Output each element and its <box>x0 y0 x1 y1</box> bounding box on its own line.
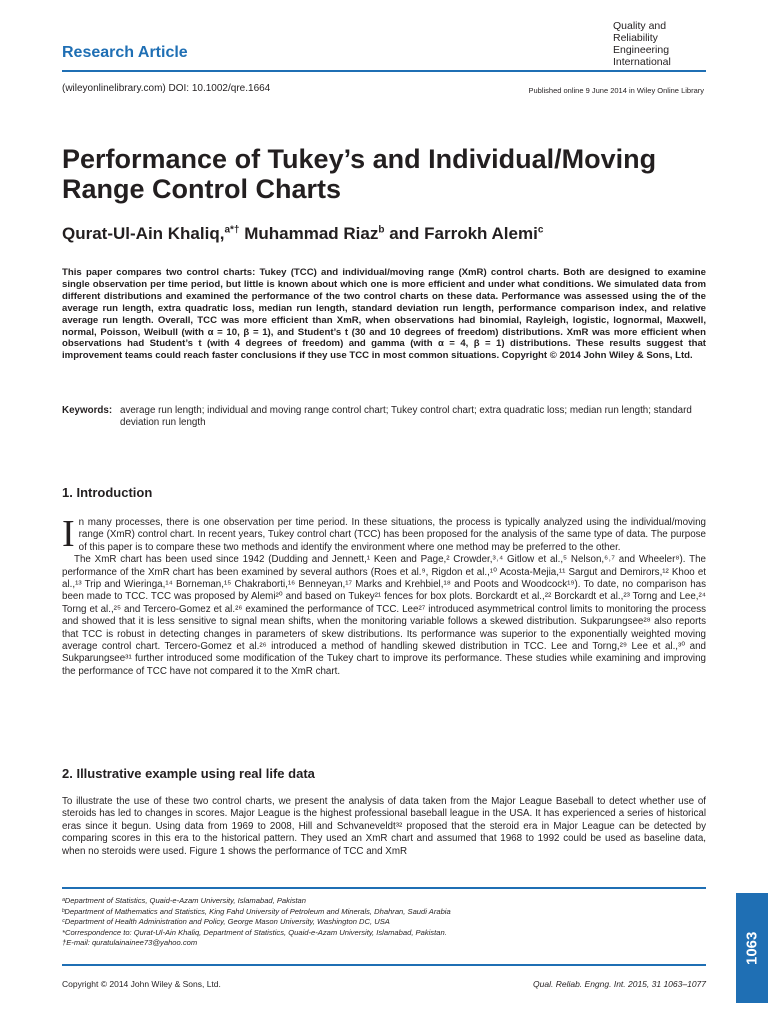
journal-name-line: Quality and <box>613 20 667 32</box>
paragraph <box>62 513 706 555</box>
footnotes <box>62 896 706 949</box>
doi-link[interactable]: (wileyonlinelibrary.com) DOI: 10.1002/qre.1664 <box>62 83 271 94</box>
author-affiliation: a*† <box>224 224 240 236</box>
page-number: 1063 <box>743 931 761 965</box>
journal-name <box>613 20 671 68</box>
section-heading-example: 2. Illustrative example using real life data <box>62 766 315 781</box>
introduction-body <box>62 513 706 678</box>
article-title: Performance of Tukey’s and Individual/Moving Range Control Charts <box>62 144 657 204</box>
paragraph: The XmR chart has been used since 1942 (Dudding and Jennett,¹ Keen and Page,² Crowder,³˒⁴ Gitlow et al.,⁵ Nelson,⁶˒⁷ and Wheeler⁸). The performance of the XmR chart has been examined by several authors (Roes et al.⁹, Rigdon et al.,¹⁰ Acosta-Mejia,¹¹ Sargut and Demirors,¹² Khoo et al.,¹³ Trip and Wieringa,¹⁴ Borneman,¹⁵ Chakraborti,¹⁶ Benneyan,¹⁷ Marks and Krehbiel,¹⁸ and Poots and Woodcock¹⁹). To date, no comparison has been made to TCC. TCC was proposed by Alemi²⁰ and based on Tukey²¹ fences for box plots. Borckardt et al.,²² Borckardt et al.,²³ Torng and Lee,²⁴ Torng et al.,²⁵ and Tercero-Gomez et al.²⁶ examined the performance of TCC. Lee²⁷ introduced asymmetrical control limits to monitoring the process and showed that it is less sensitive to signal mean shifts, when the monitoring variable follows a skewed distribution. Sukparungsee²⁸ also reports that TCC is robust in detecting changes in parameters of skew distributions. Its performance was superior to the exponentially weighted moving average control chart. Tercero-Gomez et al.²⁶ introduced a method of handling skewed distribution in TCC. Lee and Torng,²⁹ Lee et al.,³⁰ and Sukparungsee³¹ further introduced some modification of the Tukey chart to improve its performance. These studies while examining and improving the performance of TCC have not compared it to the XmR chart. <box>62 554 706 677</box>
keywords-text: average run length; individual and moving range control chart; Tukey control chart; extra quadratic loss; median run length; standard deviation run length <box>120 405 692 428</box>
journal-name-line: Reliability <box>613 32 658 44</box>
drop-cap: I <box>62 513 75 555</box>
keywords <box>62 405 706 429</box>
footnote: ᶜDepartment of Health Administration and Policy, George Mason University, Washington DC, USA <box>62 917 390 927</box>
keywords-label: Keywords: <box>62 405 113 416</box>
footnote: *Correspondence to: Qurat-Ul-Ain Khaliq, Department of Statistics, Quaid-e-Azam University, Islamabad, Pakistan. <box>62 927 447 937</box>
example-body <box>62 796 706 858</box>
published-note: Published online 9 June 2014 in Wiley Online Library <box>528 86 704 95</box>
footnote: ᵃDepartment of Statistics, Quaid-e-Azam University, Islamabad, Pakistan <box>62 896 306 905</box>
author-name: and Farrokh Alemi <box>389 224 538 243</box>
footnote: †E-mail: quratulainainee73@yahoo.com <box>62 938 198 948</box>
header-rule <box>62 70 706 72</box>
section-heading-introduction: 1. Introduction <box>62 485 153 500</box>
footnote-rule <box>62 887 706 889</box>
paragraph-text: n many processes, there is one observation per time period. In these situations, the process is typically analyzed using the individual/moving range (XmR) control chart. In recent years, Tukey control chart (TCC) has been proposed for the analysis of the same type of data. The purpose of this paper is to compare these two methods and identify the environment where one method may be preferred to the other. <box>78 517 706 553</box>
section-label: Research Article <box>62 44 188 61</box>
paragraph: To illustrate the use of these two control charts, we present the analysis of data taken from the Major League Baseball to detect whether use of steroids has led to changes in scores. Major League is the highest professional baseball league in the USA. It has experienced a series of historical eras since it begun. Using data from 1969 to 2008, Hill and Schvaneveldt³² proposed that the steroid era in Major League can be detected by comparing scores in this era to the historical pattern. They used an XmR chart and assumed that 1968 to 1992 could be used as baseline data, when no steroids were used. Figure 1 shows the performance of TCC and XmR <box>62 796 706 857</box>
author-list <box>62 224 543 244</box>
author-affiliation: c <box>537 224 544 236</box>
footer-copyright: Copyright © 2014 John Wiley & Sons, Ltd. <box>62 979 221 989</box>
journal-name-line: International <box>613 56 671 68</box>
footer-rule <box>62 964 706 966</box>
footer-citation: Qual. Reliab. Engng. Int. 2015, 31 1063–1077 <box>533 979 706 989</box>
author-name: Muhammad Riaz <box>244 224 379 243</box>
footnote: ᵇDepartment of Mathematics and Statistics, King Fahd University of Petroleum and Minerals, Dhahran, Saudi Arabia <box>62 906 451 916</box>
journal-name-line: Engineering <box>613 44 670 56</box>
author-affiliation: b <box>378 224 385 236</box>
author-name: Qurat-Ul-Ain Khaliq, <box>62 224 225 243</box>
abstract: This paper compares two control charts: Tukey (TCC) and individual/moving range (XmR) control charts. Both are designed to examine single observation per time period, but little is known about which one is more efficient and under what conditions. We simulated data from different distributions and examined the performance of the two control charts on these data. Performance was assessed using the of the average run length, extra quadratic loss, median run length, standard deviation run length, performance comparison index, and relative average run length. Overall, TCC was more efficient than XmR, when observations had binomial, Rayleigh, logistic, lognormal, Maxwell, normal, Poisson, Weibull (with α = 10, β = 1), and Student’s t (30 and 10 degrees of freedom) distributions. XmR was more efficient when observations had Student’s t (with 4 degrees of freedom) and gamma (with α = 4, β = 1) distributions. These results suggest that improvement teams could reach faster conclusions if they use TCC in most common situations. Copyright © 2014 John Wiley & Sons, Ltd. <box>62 267 706 362</box>
